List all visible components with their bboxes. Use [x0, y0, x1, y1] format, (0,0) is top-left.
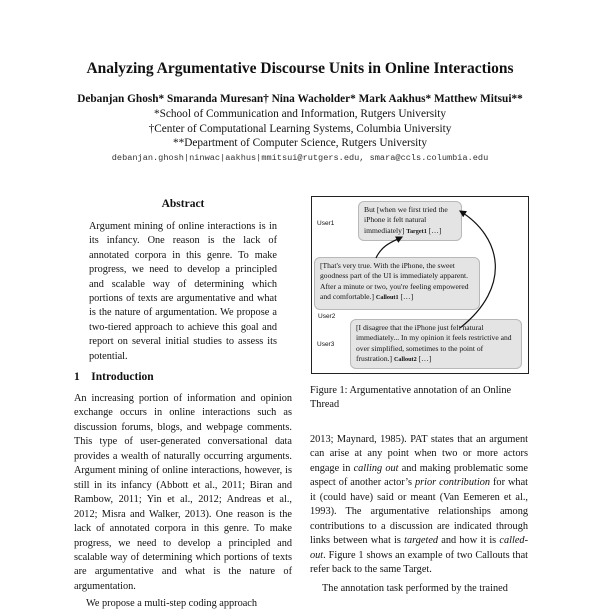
- figure-1-caption: Figure 1: Argumentative annotation of an Online Thread: [310, 385, 512, 411]
- term-calling-out: calling out: [353, 462, 399, 474]
- intro-paragraph-1: An increasing portion of information and opinion exchange occurs in online interactions such as discussion forums, blogs, and webpage comments. This type of user-generated conversational data provides a wealth of naturally occurring arguments. Argument mining of online interactions, however, is still in its infancy (Abbott et al., 2011; Biran and Rambow, 2011; Yin et al., 2012; Andreas et al., 2012; Misra and Walker, 2013). One reason is the lack of annotated corpora in this genre. To make progress, we need to develop a principled and scalable way of determining which portions of texts are argumentative and what is the nature of argumentation.: [74, 393, 292, 592]
- author-list: Debanjan Ghosh* Smaranda Muresan† Nina Wacholder* Mark Aakhus* Matthew Mitsui**: [77, 93, 523, 105]
- user3-post-bubble: [350, 319, 522, 369]
- term-prior-contribution: prior contribution: [414, 477, 491, 489]
- introduction-body: [74, 392, 292, 612]
- affiliation-columbia: †Center of Computational Learning Systems, Columbia University: [148, 123, 452, 135]
- callout1-tag: Callout1: [375, 293, 399, 301]
- user2-label: User2: [318, 313, 336, 320]
- affiliation-rutgers-comm: *School of Communication and Information, Rutgers University: [153, 108, 447, 120]
- figure-1-thread-diagram: [311, 196, 529, 374]
- intro-paragraph-2: We propose a multi-step coding approach: [86, 598, 258, 610]
- bubble3-ellipsis: […]: [418, 353, 432, 363]
- callout2-tag: Callout2: [393, 355, 417, 363]
- right-paragraph-2: The annotation task performed by the trained: [322, 582, 508, 594]
- user1-label: User1: [317, 220, 335, 227]
- user1-post-bubble: [358, 201, 462, 241]
- term-targeted: targeted: [404, 535, 439, 547]
- author-emails: debanjan.ghosh|ninwac|aakhus|mmitsui@rutgers.edu, smara@ccls.columbia.edu: [111, 153, 489, 163]
- abstract-heading: Abstract: [161, 198, 205, 210]
- abstract-body: Argument mining of online interactions is in its infancy. One reason is the lack of annotated corpora in this genre. To make progress, we need to develop a principled and scalable way of determining which portions of texts are argumentative and what is the nature of argumentation. We propose a two-tiered approach to achieve this goal and report on several initial studies to assess its potential.: [89, 221, 277, 362]
- bubble1-ellipsis: […]: [428, 225, 442, 235]
- right-paragraph-1: 2013; Maynard, 1985). PAT states that an argument can arise at any point when two or more actors engage in calling out and making problematic some aspect of another actor’s prior contribution for what it (could have) said or meant (Van Eemeren et al., 1993). The argumentative relationships among contributions to a discussion are indicated through links between what is targeted and how it is called-out. Figure 1 shows an example of two Callouts that refer back to the same Target.: [310, 434, 529, 576]
- bubble2-ellipsis: […]: [400, 291, 414, 301]
- user2-post-bubble: [314, 257, 480, 310]
- right-column-body: [310, 433, 528, 596]
- term-called-out: called-out: [310, 535, 529, 561]
- introduction-heading: 1 Introduction: [74, 371, 154, 383]
- target1-tag: Target1: [406, 227, 427, 235]
- target1-text: But [when we first tried the iPhone it felt natural immediately]: [364, 205, 448, 235]
- paper-title: Analyzing Argumentative Discourse Units in Online Interactions: [86, 60, 514, 77]
- callout1-text: [That's very true. With the iPhone, the sweet goodness part of the UI is immediately apparent. After a minute or two, you're feeling empowered and comfortable.]: [320, 261, 469, 301]
- user3-label: User3: [317, 341, 335, 348]
- affiliation-rutgers-cs: **Department of Computer Science, Rutgers University: [172, 137, 428, 149]
- callout2-text: [I disagree that the iPhone just felt natural immediately... In my opinion it feels restrictive and over simplified, sometimes to the point of frustration.]: [356, 323, 512, 363]
